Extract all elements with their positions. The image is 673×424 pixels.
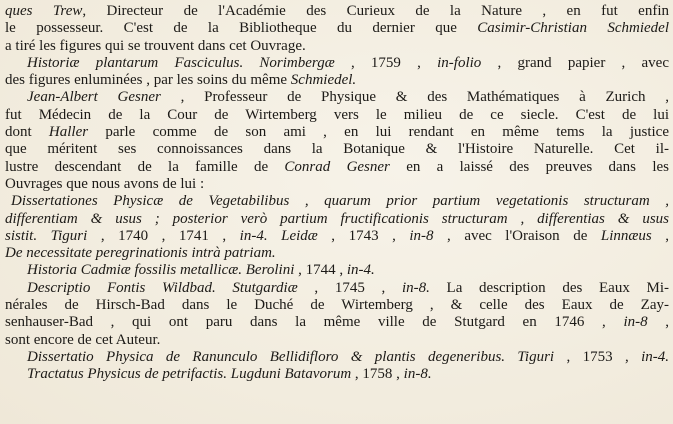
italic-text: Dissertationes Physicæ de Vegetabilibus , quarum prior partium vegetationis structuram ,	[11, 193, 669, 210]
text-run: , 1753 ,	[554, 348, 642, 365]
italic-text: sistit. Tiguri	[5, 227, 88, 244]
text-run: a tiré les figures qui se trouvent dans cet Ouvrage.	[5, 37, 306, 54]
text-run: , 1744 ,	[294, 262, 347, 279]
italic-text: Schmiedel.	[290, 72, 357, 89]
text-run: que méritent ses connoissances dans la Botanique & l'Histoire Naturelle. Cet il-	[5, 141, 669, 158]
text-line	[5, 55, 669, 72]
italic-text: in-4.	[346, 262, 375, 279]
text-line	[5, 297, 669, 314]
text-line	[5, 228, 669, 245]
text-line	[5, 107, 669, 124]
text-run: nérales de Hirsch-Bad dans le Duché de Wirtemberg , & celle des Eaux de Zay-	[5, 297, 669, 314]
text-block	[5, 3, 669, 384]
italic-text: Historiæ plantarum Fasciculus. Norimbergæ	[27, 54, 335, 71]
italic-text: in-4. Leidæ	[239, 227, 318, 244]
text-line	[5, 366, 669, 383]
italic-text: Historia Cadmiæ fossilis metallicæ. Berolini	[27, 262, 295, 279]
text-run: des figures enluminées , par les soins du même	[5, 72, 291, 89]
text-line	[5, 176, 669, 193]
text-run: , grand papier , avec	[481, 54, 669, 71]
text-run: lustre descendant de la famille de	[5, 158, 285, 175]
text-run: ,	[647, 314, 669, 331]
text-line	[5, 72, 669, 89]
italic-text: in-8.	[403, 366, 432, 383]
text-run: , 1740 , 1741 ,	[87, 227, 240, 244]
text-run: La description des Eaux Mi-	[429, 279, 669, 296]
text-run: Ouvrages que nous avons de lui :	[5, 175, 205, 192]
text-line	[5, 159, 669, 176]
text-line	[5, 141, 669, 158]
text-run: en a laissé des preuves dans les	[389, 158, 669, 175]
italic-text: Dissertatio Physica de Ranunculo Bellidifloro & plantis degeneribus. Tiguri	[27, 348, 555, 365]
text-line	[5, 124, 669, 141]
italic-text: in-8.	[401, 279, 430, 296]
text-run: , 1743 ,	[317, 227, 410, 244]
text-run: , 1745 ,	[297, 279, 402, 296]
text-line	[5, 280, 669, 297]
italic-text: Haller	[48, 124, 89, 141]
text-run: senhauser-Bad , qui ont paru dans la même ville de Stutgard en 1746 ,	[5, 314, 624, 331]
text-line	[5, 314, 669, 331]
italic-text: Casimir-Christian Schmiedel	[477, 20, 669, 37]
text-line	[5, 332, 669, 349]
italic-text: in-folio	[437, 54, 482, 71]
text-run: , avec l'Oraison de	[433, 227, 601, 244]
text-line	[5, 211, 669, 228]
italic-text: in-4.	[641, 348, 669, 365]
text-run: , Professeur de Physique & des Mathématiques à Zurich ,	[160, 89, 669, 106]
text-run: parle comme de son ami , en lui rendant en même tems la justice	[88, 124, 669, 141]
text-line	[5, 262, 669, 279]
text-line	[5, 245, 669, 262]
italic-text: in-8	[623, 314, 648, 331]
text-run: dont	[5, 124, 49, 141]
text-run: sont encore de cet Auteur.	[5, 331, 161, 348]
italic-text: in-8	[409, 227, 434, 244]
text-run: ,	[651, 227, 669, 244]
text-line	[5, 89, 669, 106]
text-line	[5, 38, 669, 55]
text-line	[5, 193, 669, 210]
italic-text: Jean-Albert Gesner	[27, 89, 161, 106]
italic-text: Linnæus	[600, 227, 652, 244]
text-line	[5, 20, 669, 37]
text-run: , 1759 ,	[334, 54, 438, 71]
italic-text: Tractatus Physicus de petrifactis. Lugduni Batavorum	[27, 366, 352, 383]
italic-text: De necessitate peregrinationis intrà patriam.	[5, 245, 276, 262]
text-run: fut Médecin de la Cour de Wirtemberg vers le milieu de ce siecle. C'est de lui	[5, 106, 669, 123]
text-run: le possesseur. C'est de la Bibliotheque du dernier que	[5, 20, 478, 37]
italic-text: Conrad Gesner	[284, 158, 390, 175]
text-line	[5, 349, 669, 366]
italic-text: differentiam & usus ; posterior verò partium fructificationis structuram , differentias & usus	[5, 210, 669, 227]
text-line	[5, 3, 669, 20]
text-run: , Directeur de l'Académie des Curieux de la Nature , en fut enfin	[82, 3, 669, 19]
text-run: , 1758 ,	[351, 366, 404, 383]
italic-text: ques Trew	[5, 3, 83, 19]
italic-text: Descriptio Fontis Wildbad. Stutgardiæ	[27, 279, 298, 296]
